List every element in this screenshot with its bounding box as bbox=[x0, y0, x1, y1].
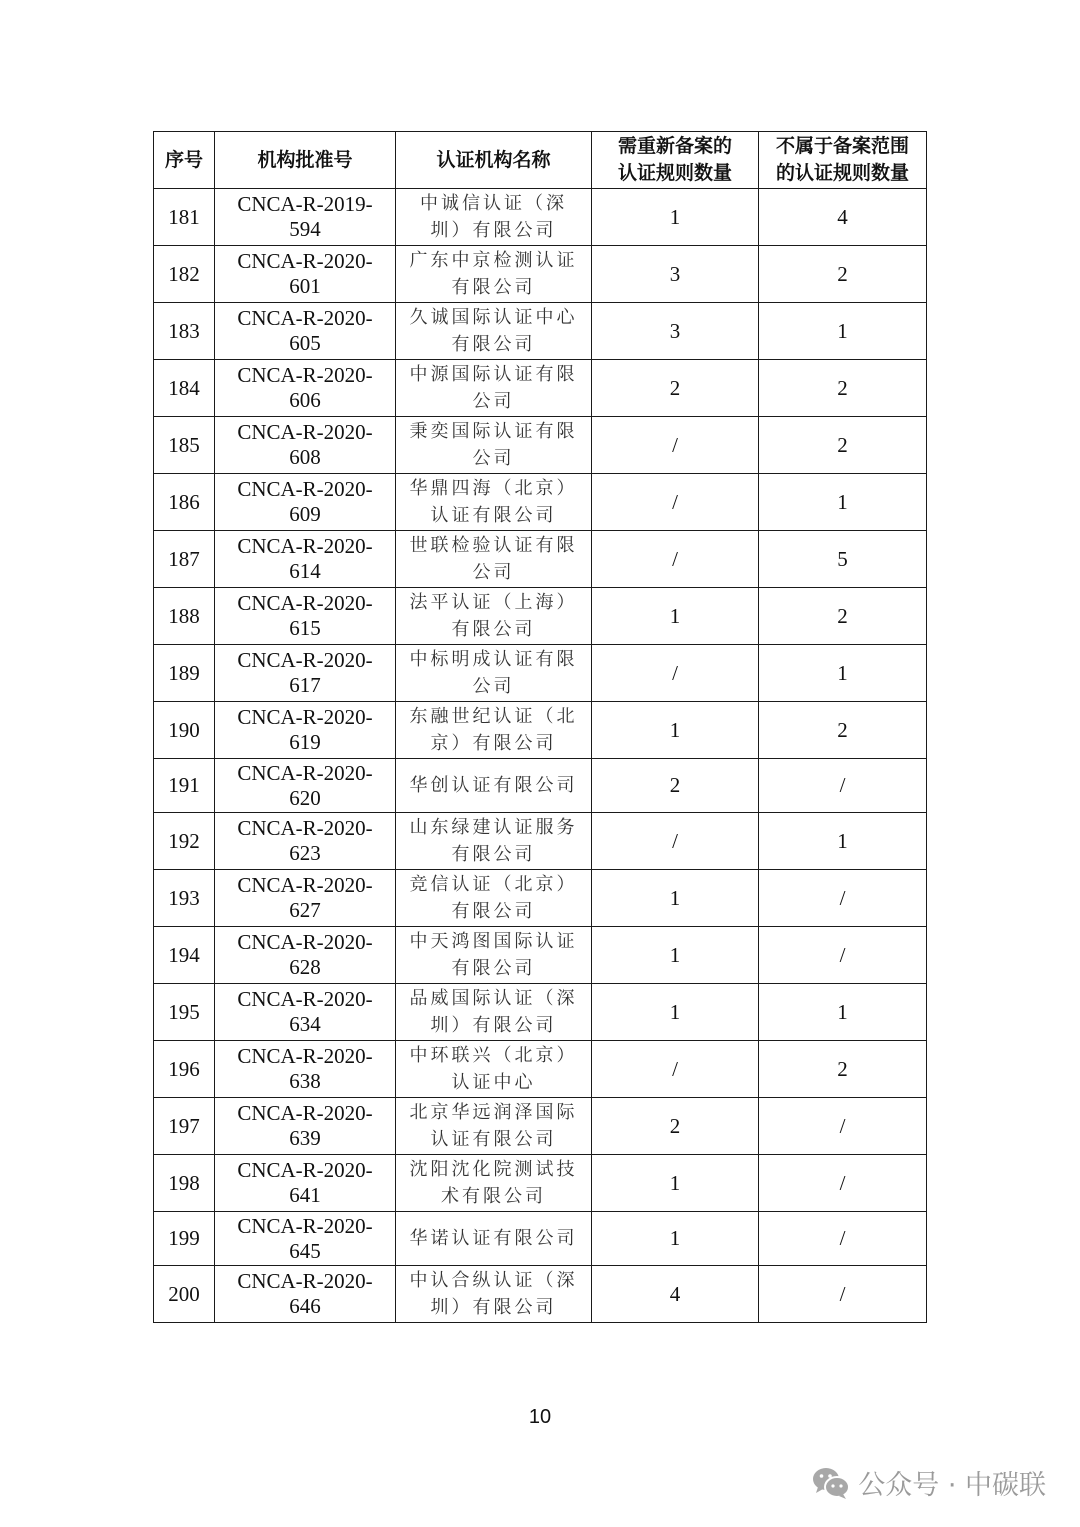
approval-no-line1: CNCA-R-2020- bbox=[237, 873, 373, 897]
cell-serial-no: 186 bbox=[154, 474, 215, 531]
org-name-line1: 华诺认证有限公司 bbox=[409, 1228, 578, 1249]
cell-serial-no: 182 bbox=[154, 246, 215, 303]
cell-approval-no bbox=[215, 1266, 396, 1323]
table-header-row bbox=[154, 132, 927, 189]
approval-no-line2: 627 bbox=[289, 898, 321, 922]
wechat-icon bbox=[812, 1466, 850, 1500]
header-serial-no-text: 序号 bbox=[164, 148, 203, 171]
org-name-line1: 山东绿建认证服务 bbox=[409, 817, 578, 838]
org-name-line1: 品威国际认证（深 bbox=[409, 988, 578, 1009]
cell-org-name bbox=[396, 588, 592, 645]
cell-out-of-scope-count: 2 bbox=[759, 1041, 927, 1098]
approval-no-line1: CNCA-R-2020- bbox=[237, 363, 373, 387]
approval-no-line1: CNCA-R-2019- bbox=[237, 192, 373, 216]
table-row bbox=[154, 246, 927, 303]
approval-no-line2: 608 bbox=[289, 445, 321, 469]
page-number: 10 bbox=[528, 1406, 552, 1428]
approval-no-line2: 634 bbox=[289, 1012, 321, 1036]
org-name-line1: 东融世纪认证（北 bbox=[409, 706, 578, 727]
org-name-line1: 法平认证（上海） bbox=[409, 592, 578, 613]
cell-approval-no bbox=[215, 1098, 396, 1155]
cell-out-of-scope-count: / bbox=[759, 870, 927, 927]
cell-out-of-scope-count: 1 bbox=[759, 474, 927, 531]
cell-rerecord-count: / bbox=[592, 1041, 759, 1098]
approval-no-line2: 628 bbox=[289, 955, 321, 979]
org-name-line1: 秉奕国际认证有限 bbox=[409, 421, 578, 442]
approval-no-line1: CNCA-R-2020- bbox=[237, 420, 373, 444]
header-approval-no bbox=[215, 132, 396, 189]
table-row bbox=[154, 759, 927, 813]
approval-no-line1: CNCA-R-2020- bbox=[237, 249, 373, 273]
org-name-line1: 中环联兴（北京） bbox=[409, 1045, 578, 1066]
cell-out-of-scope-count: 2 bbox=[759, 588, 927, 645]
org-name-line1: 竞信认证（北京） bbox=[409, 874, 578, 895]
org-name-line1: 中标明成认证有限 bbox=[409, 649, 578, 670]
cell-org-name bbox=[396, 1098, 592, 1155]
table-row bbox=[154, 813, 927, 870]
org-name-line1: 中认合纵认证（深 bbox=[409, 1270, 578, 1291]
header-rerecord-line2: 认证规则数量 bbox=[617, 162, 732, 184]
org-name-line1: 久诚国际认证中心 bbox=[409, 307, 578, 328]
cell-org-name bbox=[396, 360, 592, 417]
cell-rerecord-count: 1 bbox=[592, 189, 759, 246]
approval-no-line1: CNCA-R-2020- bbox=[237, 1213, 373, 1238]
cell-rerecord-count: 3 bbox=[592, 303, 759, 360]
cell-rerecord-count: 2 bbox=[592, 360, 759, 417]
watermark-text: 公众号 · 中碳联 bbox=[858, 1470, 1046, 1501]
table-body bbox=[154, 189, 927, 1323]
header-rerecord-line1: 需重新备案的 bbox=[617, 135, 732, 157]
table-row bbox=[154, 1155, 927, 1212]
cell-approval-no bbox=[215, 870, 396, 927]
cell-out-of-scope-count: 2 bbox=[759, 360, 927, 417]
org-name-line2: 认证有限公司 bbox=[430, 1129, 557, 1150]
org-name-line2: 有限公司 bbox=[451, 277, 536, 298]
cell-rerecord-count: / bbox=[592, 474, 759, 531]
approval-no-line1: CNCA-R-2020- bbox=[237, 648, 373, 672]
cell-out-of-scope-count: / bbox=[759, 1098, 927, 1155]
cell-rerecord-count: 3 bbox=[592, 246, 759, 303]
cell-approval-no bbox=[215, 303, 396, 360]
cell-rerecord-count: 4 bbox=[592, 1266, 759, 1323]
header-out-of-scope-line2: 的认证规则数量 bbox=[775, 162, 909, 184]
cell-out-of-scope-count: 2 bbox=[759, 417, 927, 474]
table-row bbox=[154, 417, 927, 474]
table-row bbox=[154, 588, 927, 645]
org-name-line1: 中天鸿图国际认证 bbox=[409, 931, 578, 952]
approval-no-line2: 639 bbox=[289, 1126, 321, 1150]
table-row bbox=[154, 531, 927, 588]
cell-serial-no: 187 bbox=[154, 531, 215, 588]
cell-rerecord-count: 1 bbox=[592, 702, 759, 759]
approval-no-line2: 645 bbox=[289, 1238, 321, 1263]
cell-rerecord-count: 1 bbox=[592, 1212, 759, 1266]
cell-serial-no: 185 bbox=[154, 417, 215, 474]
header-out-of-scope-line1: 不属于备案范围 bbox=[775, 135, 909, 157]
cell-org-name bbox=[396, 1212, 592, 1266]
cell-approval-no bbox=[215, 474, 396, 531]
approval-no-line1: CNCA-R-2020- bbox=[237, 816, 373, 840]
header-out-of-scope-count bbox=[759, 132, 927, 189]
cell-approval-no bbox=[215, 189, 396, 246]
org-name-line1: 中源国际认证有限 bbox=[409, 364, 578, 385]
org-name-line2: 有限公司 bbox=[451, 619, 536, 640]
cell-rerecord-count: 1 bbox=[592, 984, 759, 1041]
approval-no-line1: CNCA-R-2020- bbox=[237, 705, 373, 729]
org-name-line1: 中诚信认证（深 bbox=[420, 193, 567, 214]
approval-no-line2: 646 bbox=[289, 1294, 321, 1318]
approval-no-line2: 609 bbox=[289, 502, 321, 526]
cell-out-of-scope-count: 2 bbox=[759, 246, 927, 303]
approval-no-line1: CNCA-R-2020- bbox=[237, 591, 373, 615]
approval-no-line1: CNCA-R-2020- bbox=[237, 1101, 373, 1125]
cell-approval-no bbox=[215, 246, 396, 303]
approval-no-line1: CNCA-R-2020- bbox=[237, 1158, 373, 1182]
table-row bbox=[154, 1212, 927, 1266]
cell-approval-no bbox=[215, 759, 396, 813]
cell-rerecord-count: / bbox=[592, 531, 759, 588]
approval-no-line2: 617 bbox=[289, 673, 321, 697]
cell-serial-no: 197 bbox=[154, 1098, 215, 1155]
cell-serial-no: 190 bbox=[154, 702, 215, 759]
cell-out-of-scope-count: / bbox=[759, 759, 927, 813]
cell-rerecord-count: 1 bbox=[592, 1155, 759, 1212]
org-name-line2: 圳）有限公司 bbox=[430, 1297, 557, 1318]
cell-serial-no: 188 bbox=[154, 588, 215, 645]
cell-serial-no: 198 bbox=[154, 1155, 215, 1212]
cell-out-of-scope-count: 1 bbox=[759, 645, 927, 702]
cell-serial-no: 191 bbox=[154, 759, 215, 813]
cell-approval-no bbox=[215, 531, 396, 588]
cell-approval-no bbox=[215, 702, 396, 759]
cell-out-of-scope-count: 2 bbox=[759, 702, 927, 759]
cell-serial-no: 192 bbox=[154, 813, 215, 870]
table-row bbox=[154, 189, 927, 246]
cell-out-of-scope-count: / bbox=[759, 927, 927, 984]
table-row bbox=[154, 645, 927, 702]
cell-org-name bbox=[396, 927, 592, 984]
org-name-line1: 世联检验认证有限 bbox=[409, 535, 578, 556]
approval-no-line2: 605 bbox=[289, 331, 321, 355]
cell-out-of-scope-count: / bbox=[759, 1266, 927, 1323]
cell-approval-no bbox=[215, 588, 396, 645]
org-name-line1: 华创认证有限公司 bbox=[409, 775, 578, 796]
cell-org-name bbox=[396, 189, 592, 246]
cell-org-name bbox=[396, 702, 592, 759]
org-name-line2: 公司 bbox=[472, 676, 515, 697]
table-row bbox=[154, 702, 927, 759]
cell-approval-no bbox=[215, 813, 396, 870]
org-name-line1: 北京华远润泽国际 bbox=[409, 1102, 578, 1123]
table-row bbox=[154, 927, 927, 984]
org-name-line2: 认证中心 bbox=[451, 1072, 536, 1093]
approval-no-line2: 619 bbox=[289, 730, 321, 754]
approval-no-line2: 606 bbox=[289, 388, 321, 412]
table-row bbox=[154, 474, 927, 531]
table-row bbox=[154, 360, 927, 417]
approval-no-line1: CNCA-R-2020- bbox=[237, 1044, 373, 1068]
table-row bbox=[154, 1041, 927, 1098]
cell-serial-no: 194 bbox=[154, 927, 215, 984]
cell-serial-no: 183 bbox=[154, 303, 215, 360]
cell-org-name bbox=[396, 870, 592, 927]
cell-org-name bbox=[396, 759, 592, 813]
approval-no-line2: 638 bbox=[289, 1069, 321, 1093]
approval-no-line1: CNCA-R-2020- bbox=[237, 306, 373, 330]
cell-approval-no bbox=[215, 1041, 396, 1098]
cell-rerecord-count: 1 bbox=[592, 588, 759, 645]
org-name-line2: 公司 bbox=[472, 448, 515, 469]
header-org-name-text: 认证机构名称 bbox=[436, 148, 551, 171]
cell-org-name bbox=[396, 1266, 592, 1323]
cell-org-name bbox=[396, 246, 592, 303]
table-row bbox=[154, 1098, 927, 1155]
cell-org-name bbox=[396, 645, 592, 702]
approval-no-line1: CNCA-R-2020- bbox=[237, 1269, 373, 1293]
cell-serial-no: 189 bbox=[154, 645, 215, 702]
header-org-name bbox=[396, 132, 592, 189]
cell-approval-no bbox=[215, 645, 396, 702]
cell-approval-no bbox=[215, 984, 396, 1041]
org-name-line2: 有限公司 bbox=[451, 958, 536, 979]
approval-no-line2: 594 bbox=[289, 217, 321, 241]
approval-no-line2: 641 bbox=[289, 1183, 321, 1207]
org-name-line1: 沈阳沈化院测试技 bbox=[409, 1159, 578, 1180]
cell-serial-no: 199 bbox=[154, 1212, 215, 1266]
cell-out-of-scope-count: 5 bbox=[759, 531, 927, 588]
cell-serial-no: 200 bbox=[154, 1266, 215, 1323]
org-name-line2: 认证有限公司 bbox=[430, 505, 557, 526]
approval-no-line2: 601 bbox=[289, 274, 321, 298]
approval-no-line2: 614 bbox=[289, 559, 321, 583]
cell-org-name bbox=[396, 1155, 592, 1212]
rules-table bbox=[153, 131, 927, 1323]
org-name-line2: 术有限公司 bbox=[441, 1186, 546, 1207]
header-approval-no-text: 机构批准号 bbox=[257, 148, 353, 171]
cell-serial-no: 196 bbox=[154, 1041, 215, 1098]
approval-no-line2: 623 bbox=[289, 841, 321, 865]
approval-no-line1: CNCA-R-2020- bbox=[237, 987, 373, 1011]
cell-rerecord-count: / bbox=[592, 813, 759, 870]
table-row bbox=[154, 1266, 927, 1323]
approval-no-line1: CNCA-R-2020- bbox=[237, 760, 373, 785]
cell-org-name bbox=[396, 813, 592, 870]
cell-rerecord-count: 2 bbox=[592, 1098, 759, 1155]
cell-out-of-scope-count: 1 bbox=[759, 984, 927, 1041]
cell-rerecord-count: 2 bbox=[592, 759, 759, 813]
approval-no-line1: CNCA-R-2020- bbox=[237, 534, 373, 558]
cell-org-name bbox=[396, 531, 592, 588]
cell-serial-no: 195 bbox=[154, 984, 215, 1041]
cell-rerecord-count: / bbox=[592, 645, 759, 702]
table-row bbox=[154, 870, 927, 927]
cell-serial-no: 181 bbox=[154, 189, 215, 246]
cell-org-name bbox=[396, 1041, 592, 1098]
cell-rerecord-count: 1 bbox=[592, 870, 759, 927]
approval-no-line2: 620 bbox=[289, 785, 321, 810]
cell-approval-no bbox=[215, 1155, 396, 1212]
cell-serial-no: 193 bbox=[154, 870, 215, 927]
approval-no-line1: CNCA-R-2020- bbox=[237, 477, 373, 501]
table-row bbox=[154, 984, 927, 1041]
approval-no-line2: 615 bbox=[289, 616, 321, 640]
cell-out-of-scope-count: 1 bbox=[759, 303, 927, 360]
cell-approval-no bbox=[215, 417, 396, 474]
org-name-line2: 圳）有限公司 bbox=[430, 1015, 557, 1036]
org-name-line2: 有限公司 bbox=[451, 334, 536, 355]
cell-org-name bbox=[396, 984, 592, 1041]
org-name-line2: 京）有限公司 bbox=[430, 733, 557, 754]
org-name-line2: 公司 bbox=[472, 562, 515, 583]
cell-out-of-scope-count: / bbox=[759, 1155, 927, 1212]
cell-rerecord-count: / bbox=[592, 417, 759, 474]
cell-org-name bbox=[396, 417, 592, 474]
cell-approval-no bbox=[215, 1212, 396, 1266]
table-row bbox=[154, 303, 927, 360]
approval-no-line1: CNCA-R-2020- bbox=[237, 930, 373, 954]
cell-org-name bbox=[396, 474, 592, 531]
cell-out-of-scope-count: 1 bbox=[759, 813, 927, 870]
cell-serial-no: 184 bbox=[154, 360, 215, 417]
org-name-line1: 广东中京检测认证 bbox=[409, 250, 578, 271]
org-name-line2: 公司 bbox=[472, 391, 515, 412]
org-name-line1: 华鼎四海（北京） bbox=[409, 478, 578, 499]
org-name-line2: 圳）有限公司 bbox=[430, 220, 557, 241]
org-name-line2: 有限公司 bbox=[451, 901, 536, 922]
cell-out-of-scope-count: / bbox=[759, 1212, 927, 1266]
cell-approval-no bbox=[215, 927, 396, 984]
cell-org-name bbox=[396, 303, 592, 360]
cell-approval-no bbox=[215, 360, 396, 417]
cell-rerecord-count: 1 bbox=[592, 927, 759, 984]
header-serial-no bbox=[154, 132, 215, 189]
cell-out-of-scope-count: 4 bbox=[759, 189, 927, 246]
org-name-line2: 有限公司 bbox=[451, 844, 536, 865]
header-rerecord-count bbox=[592, 132, 759, 189]
watermark bbox=[812, 1463, 1046, 1502]
